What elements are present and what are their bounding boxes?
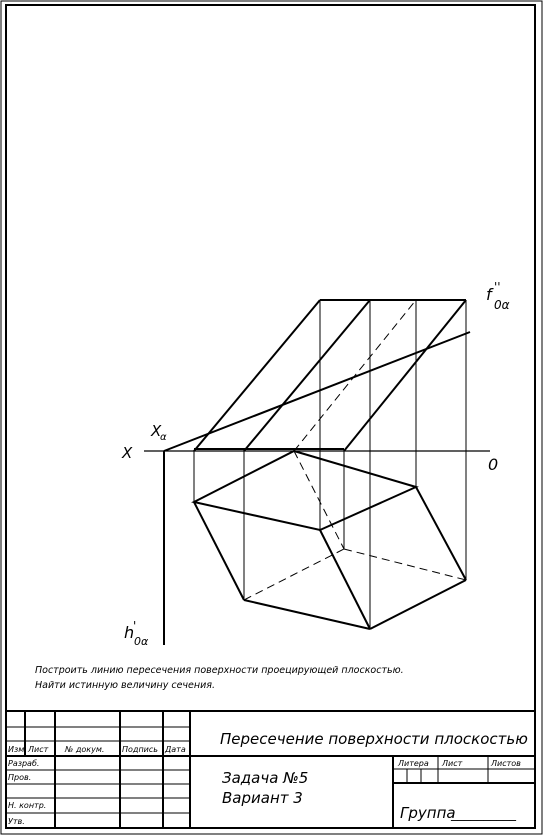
bottom-edge-hidden-right [344,549,466,580]
litera-label: Литера [398,759,429,768]
sheet-label: Лист [442,759,463,768]
task-text [35,665,404,691]
lateral-edge-front [320,530,370,629]
h-subscript: 0α [134,635,149,648]
x-alpha-label: X [151,422,162,440]
f-prime: '' [494,280,501,294]
h-prime: ' [133,619,137,633]
bottom-edge-hidden-left [244,549,344,600]
bottom-edge-front-right [370,580,466,629]
row-utv: Утв. [8,817,25,826]
x-label: X [122,444,133,462]
lateral-edge-left [194,502,244,600]
task-line-2: Найти истинную величину сечения. [35,680,216,691]
h-label: h [124,623,135,642]
title-block-text [8,730,528,826]
row-prov: Пров. [8,773,32,782]
lateral-edge-hidden [294,451,344,549]
prism-edge-a [194,300,320,451]
group-label: Группа [400,804,456,822]
bottom-edge-front-left [244,600,370,629]
horizontal-projection [194,451,466,629]
header-doc: № докум. [65,745,105,754]
base-top-parallelogram [194,451,416,530]
header-izm: Изм. [8,745,27,754]
header-sign: Подпись [122,745,158,754]
task-line-1: Построить линию пересечения поверхности проецирующей плоскостью. [35,665,404,676]
prism-edge-c [344,300,466,451]
header-list: Лист [28,745,49,754]
group-blank: __________ [451,807,516,822]
axis-labels [121,280,510,648]
prism-edge-b [244,300,370,451]
row-n-kontr: Н. контр. [8,801,47,810]
frontal-projection [194,300,466,451]
header-date: Дата [165,745,186,754]
inner-frame [6,5,535,828]
task-number: Задача №5 [222,769,309,787]
f-label: f [486,285,492,304]
sheets-total-label: Листов [491,759,521,768]
projection-axes [144,332,490,645]
o-label: 0 [488,455,499,474]
lateral-edge-right [416,487,466,580]
prism-edge-hidden [294,300,416,451]
variant-number: Вариант 3 [222,789,303,807]
row-razrab: Разраб. [8,759,40,768]
x-alpha-subscript: α [160,432,167,443]
f-subscript: 0α [494,298,510,312]
drawing-title: Пересечение поверхности плоскостью [220,730,528,748]
